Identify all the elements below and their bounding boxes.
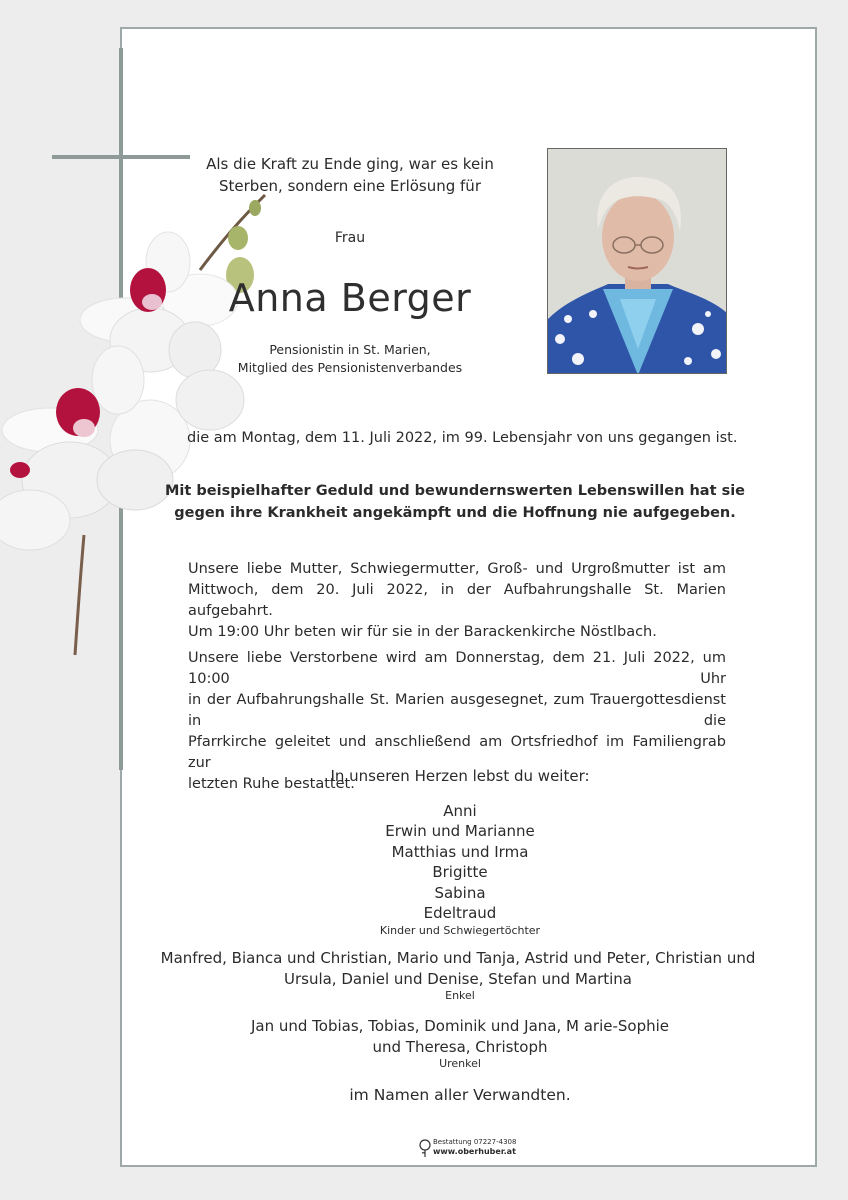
funeral-home-logo <box>418 1137 518 1159</box>
funeral-line-4: letzten Ruhe bestattet. <box>188 776 355 792</box>
funeral-home-website[interactable]: www.oberhuber.at <box>433 1147 516 1156</box>
death-announcement: die am Montag, dem 11. Juli 2022, im 99. Lebensjahr von uns gegangen ist. <box>187 430 738 446</box>
funeral-line-1: Unsere liebe Verstorbene wird am Donnerstag, dem 21. Juli 2022, um 10:00 Uhr <box>188 650 726 687</box>
occupation-line-2: Mitglied des Pensionistenverbandes <box>237 360 463 375</box>
viewing-line-3: Um 19:00 Uhr beten wir für sie in der Barackenkirche Nöstlbach. <box>188 624 657 640</box>
remembrance-line: In unseren Herzen lebst du weiter: <box>330 767 590 785</box>
intro-line-2: Sterben, sondern eine Erlösung für <box>219 177 481 195</box>
child-name: Erwin und Marianne <box>385 822 535 841</box>
closing-line: im Namen aller Verwandten. <box>349 1086 571 1104</box>
grandchildren-label: Enkel <box>445 989 475 1002</box>
great-grandchildren-list: Jan und Tobias, Tobias, Dominik und Jana, M arie-Sophie und Theresa, Christoph <box>250 1017 670 1056</box>
cross-horizontal-bar <box>52 155 190 159</box>
viewing-line-1: Unsere liebe Mutter, Schwiegermutter, Groß- und Urgroßmutter ist am <box>188 561 726 577</box>
funeral-home-phone: Bestattung 07227-4308 <box>433 1138 517 1146</box>
quote-line-2: gegen ihre Krankheit angekämpft und die Hoffnung nie aufgegeben. <box>174 505 736 521</box>
child-name: Brigitte <box>432 863 488 882</box>
children-list <box>250 801 670 923</box>
child-name: Sabina <box>434 883 486 902</box>
rose-icon <box>418 1139 432 1157</box>
child-name: Matthias und Irma <box>391 842 529 861</box>
deceased-name: Anna Berger <box>228 276 472 320</box>
child-name: Anni <box>443 802 477 820</box>
funeral-line-2: in der Aufbahrungshalle St. Marien ausgesegnet, zum Trauergottesdienst in die <box>188 692 726 729</box>
occupation <box>190 341 510 377</box>
quote-line-1: Mit beispielhafter Geduld und bewundernswerten Lebenswillen hat sie <box>165 483 745 499</box>
funeral-line-3: Pfarrkirche geleitet und anschließend am Ortsfriedhof im Familiengrab zur <box>188 734 726 771</box>
intro-text <box>190 153 510 197</box>
salutation: Frau <box>334 230 366 246</box>
viewing-paragraph <box>188 559 726 643</box>
great-grandchildren-label: Urenkel <box>439 1057 481 1070</box>
grandchildren-list: Manfred, Bianca und Christian, Mario und Tanja, Astrid und Peter, Christian und Ursula, Daniel und Denise, Stefan und Martina <box>160 949 756 988</box>
occupation-line-1: Pensionistin in St. Marien, <box>269 342 431 357</box>
intro-line-1: Als die Kraft zu Ende ging, war es kein <box>206 155 494 173</box>
child-name: Edeltraud <box>423 904 497 923</box>
viewing-line-2: Mittwoch, dem 20. Juli 2022, in der Aufbahrungshalle St. Marien aufgebahrt. <box>188 582 726 619</box>
quote-text <box>160 480 750 524</box>
portrait-photo <box>547 148 727 374</box>
children-label: Kinder und Schwiegertöchter <box>379 924 541 937</box>
